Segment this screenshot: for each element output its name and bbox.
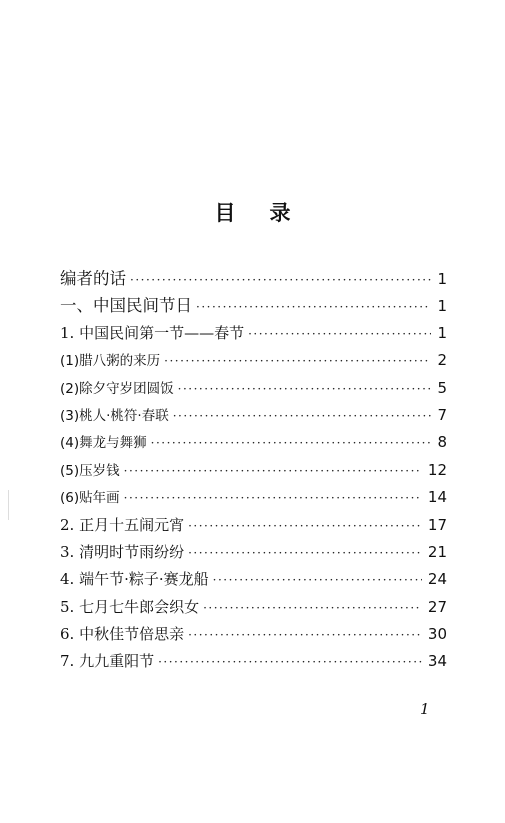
toc-entry-page: 7 [437,405,447,424]
toc-entry [60,648,447,675]
toc-entry-title: (5)压岁钱 [60,462,120,479]
toc-entry-page: 5 [437,378,447,397]
toc-entry-page: 8 [437,433,447,452]
toc-entry-title: 3. 清明时节雨纷纷 [60,542,185,561]
dot-leader [188,513,422,540]
toc-entry [60,457,447,484]
dot-leader [188,622,422,649]
dot-leader [158,649,422,676]
toc-entry [60,347,447,374]
toc-entry-title: 2. 正月十五闹元宵 [60,515,185,534]
toc-entry [60,320,447,347]
dot-leader [188,540,422,567]
dot-leader [124,458,422,485]
toc-entry-title: 7. 九九重阳节 [60,652,155,671]
scan-mark [8,490,9,520]
table-of-contents [60,265,447,676]
toc-entry [60,512,447,539]
contents-heading: 目录 [214,201,325,225]
toc-entry-title: 5. 七月七牛郎会织女 [60,597,200,616]
toc-entry-page: 34 [427,652,447,671]
toc-entry [60,375,447,402]
dot-leader [178,376,432,403]
toc-entry-page: 1 [437,270,447,288]
toc-entry-title: (4)舞龙与舞狮 [60,435,147,452]
dot-leader [213,567,422,594]
page-number: 1 [420,700,430,718]
toc-entry [60,594,447,621]
dot-leader [164,348,431,375]
toc-entry [60,484,447,511]
toc-entry-page: 27 [427,597,447,616]
toc-entry-page: 2 [437,351,447,370]
toc-entry [60,265,447,292]
toc-entry-title: (2)除夕守岁团圆饭 [60,380,174,397]
toc-entry [60,402,447,429]
toc-entry-page: 21 [427,542,447,561]
toc-entry-title: 6. 中秋佳节倍思亲 [60,625,185,644]
toc-entry-page: 1 [437,297,447,316]
dot-leader [203,595,422,622]
toc-entry [60,566,447,593]
toc-entry-title: (3)桃人·桃符·春联 [60,407,169,424]
toc-entry [60,292,447,319]
toc-entry-page: 17 [427,515,447,534]
toc-entry-title: 一、中国民间节日 [60,296,192,316]
dot-leader [196,294,431,321]
toc-entry-title: (6)贴年画 [60,490,120,507]
toc-entry-page: 14 [427,488,447,507]
toc-entry-title: 1. 中国民间第一节——春节 [60,323,245,342]
toc-entry-title: 编者的话 [60,269,126,288]
toc-entry-page: 1 [437,323,447,342]
toc-entry [60,539,447,566]
toc-entry-title: 4. 端午节·粽子·赛龙船 [60,570,209,589]
toc-entry-page: 12 [427,460,447,479]
toc-entry-title: (1)腊八粥的来历 [60,353,161,370]
dot-leader [173,403,432,430]
toc-entry [60,621,447,648]
toc-entry-page: 24 [427,570,447,589]
toc-entry-page: 30 [427,625,447,644]
dot-leader [124,485,422,512]
dot-leader [248,321,431,348]
dot-leader [151,430,432,457]
toc-entry [60,429,447,456]
dot-leader [130,267,431,294]
